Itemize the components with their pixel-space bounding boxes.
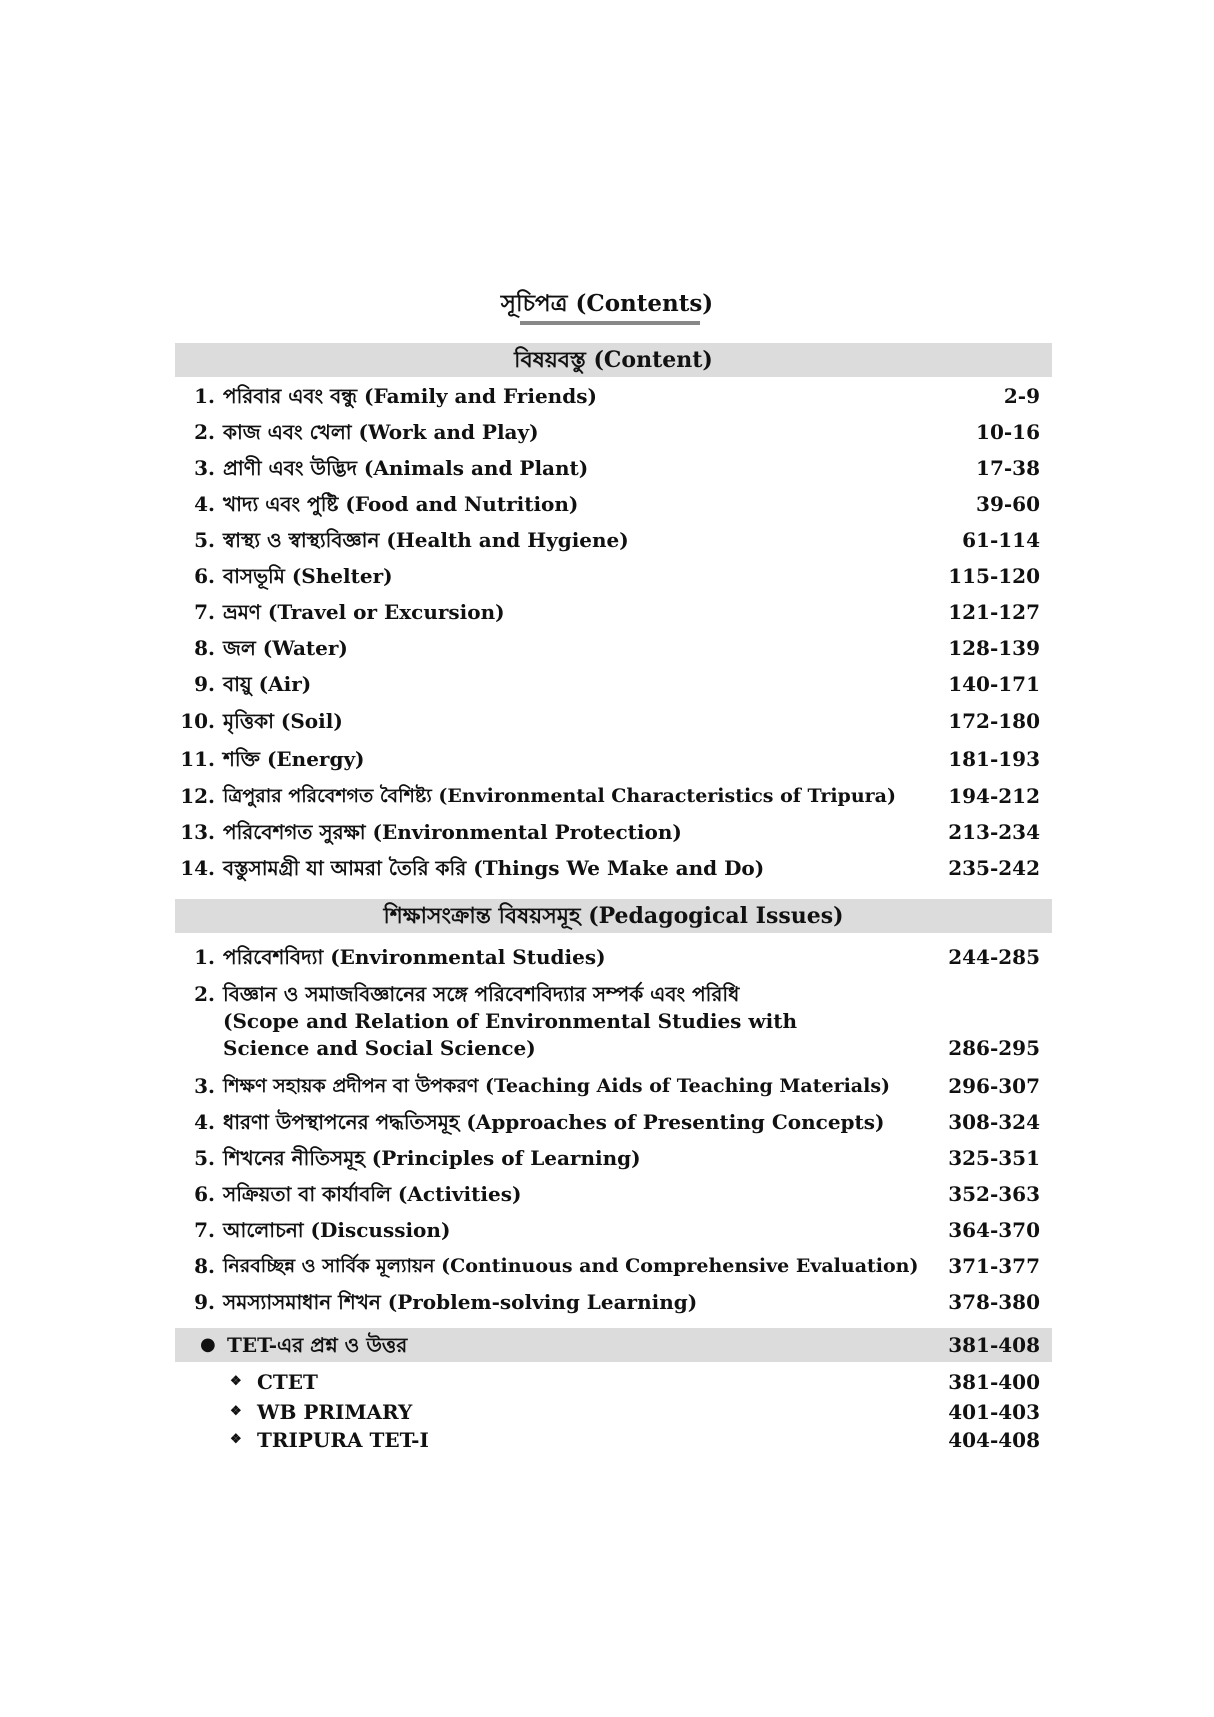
entry-pages: 61-114 (962, 528, 1040, 552)
entry-number: 5. (194, 1146, 215, 1170)
subentry-title: WB PRIMARY (257, 1400, 413, 1424)
entry-title: শিখনের নীতিসমূহ (Principles of Learning) (223, 1146, 641, 1170)
entry-pages: 17-38 (976, 456, 1040, 480)
tet-subentry[interactable] (175, 1426, 1040, 1454)
entry-pages: 39-60 (976, 492, 1040, 516)
entry-number: 10. (180, 709, 215, 733)
tet-section-heading[interactable] (175, 1328, 1052, 1362)
entry-pages: 244-285 (948, 945, 1040, 969)
entry-number: 8. (194, 636, 215, 660)
entry-number: 12. (180, 784, 215, 808)
toc-entry[interactable] (175, 380, 1040, 412)
entry-pages: 2-9 (1003, 384, 1040, 408)
entry-title: শক্তি (Energy) (223, 747, 365, 771)
entry-pages: 213-234 (948, 820, 1040, 844)
diamond-bullet-icon: ❖ (230, 1374, 242, 1389)
entry-number: 11. (180, 747, 215, 771)
entry-pages: 194-212 (948, 784, 1040, 808)
toc-entry-multiline[interactable] (175, 981, 1040, 1063)
entry-pages: 115-120 (948, 564, 1040, 588)
entry-title: বস্তুসামগ্রী যা আমরা তৈরি করি (Things We Make and Do) (223, 856, 765, 880)
toc-entry[interactable] (175, 596, 1040, 628)
subentry-title: TRIPURA TET-I (257, 1428, 429, 1452)
entry-title-line-1: বিজ্ঞান ও সমাজবিজ্ঞানের সঙ্গে পরিবেশবিদ্যার সম্পর্ক এবং পরিধি (223, 982, 740, 1006)
toc-entry[interactable] (175, 1214, 1040, 1246)
entry-pages: 286-295 (948, 1036, 1040, 1060)
toc-entry[interactable] (175, 1106, 1040, 1138)
entry-title-line-3: Science and Social Science) (223, 1036, 536, 1060)
entry-pages: 172-180 (948, 709, 1040, 733)
subentry-pages: 404-408 (948, 1428, 1040, 1452)
diamond-bullet-icon: ❖ (230, 1404, 242, 1419)
bullet-icon: ● (200, 1334, 216, 1355)
content-section-heading (175, 343, 1052, 377)
toc-entry[interactable] (175, 416, 1040, 448)
entry-title: পরিবেশগত সুরক্ষা (Environmental Protection) (223, 820, 682, 844)
tet-title: TET-এর প্রশ্ন ও উত্তর (227, 1333, 408, 1357)
entry-number: 4. (194, 1110, 215, 1134)
entry-number: 3. (194, 456, 215, 480)
entry-number: 14. (180, 856, 215, 880)
toc-entry[interactable] (175, 632, 1040, 664)
entry-number: 1. (194, 945, 215, 969)
entry-number: 9. (194, 672, 215, 696)
entry-title: প্রাণী এবং উদ্ভিদ (Animals and Plant) (223, 456, 589, 480)
entry-pages: 128-139 (948, 636, 1040, 660)
tet-pages: 381-408 (948, 1333, 1040, 1357)
toc-entry[interactable] (175, 1142, 1040, 1174)
entry-title: শিক্ষণ সহায়ক প্রদীপন বা উপকরণ (Teaching Aids of Teaching Materials) (223, 1075, 891, 1097)
toc-entry[interactable] (175, 743, 1040, 775)
entry-title: কাজ এবং খেলা (Work and Play) (223, 420, 539, 444)
entry-pages: 296-307 (948, 1074, 1040, 1098)
entry-title-line-2: (Scope and Relation of Environmental Studies with (223, 1009, 797, 1033)
toc-entry[interactable] (175, 668, 1040, 700)
entry-title: নিরবচ্ছিন্ন ও সার্বিক মূল্যায়ন (Continuous and Comprehensive Evaluation) (223, 1255, 919, 1277)
entry-title: মৃত্তিকা (Soil) (223, 709, 343, 733)
entry-pages: 371-377 (948, 1254, 1040, 1278)
toc-entry[interactable] (175, 1178, 1040, 1210)
entry-number: 1. (194, 384, 215, 408)
entry-pages: 378-380 (948, 1290, 1040, 1314)
entry-title: পরিবার এবং বন্ধু (Family and Friends) (223, 384, 597, 408)
toc-entry[interactable] (175, 705, 1040, 737)
toc-entry[interactable] (175, 780, 1040, 812)
entry-pages: 352-363 (948, 1182, 1040, 1206)
entry-title: বাসভূমি (Shelter) (223, 564, 393, 588)
entry-number: 3. (194, 1074, 215, 1098)
toc-entry[interactable] (175, 452, 1040, 484)
diamond-bullet-icon: ❖ (230, 1432, 242, 1447)
entry-pages: 10-16 (976, 420, 1040, 444)
content-section-label: বিষয়বস্তু (Content) (514, 347, 713, 373)
entry-pages: 121-127 (948, 600, 1040, 624)
entry-number: 2. (194, 982, 215, 1006)
title-underline (520, 321, 700, 325)
entry-pages: 325-351 (948, 1146, 1040, 1170)
pedagogy-section-heading (175, 899, 1052, 933)
entry-pages: 235-242 (948, 856, 1040, 880)
entry-title: ধারণা উপস্থাপনের পদ্ধতিসমূহ (Approaches of Presenting Concepts) (223, 1110, 885, 1134)
toc-entry[interactable] (175, 524, 1040, 556)
entry-number: 6. (194, 1182, 215, 1206)
entry-title: বায়ু (Air) (223, 672, 312, 696)
tet-subentry[interactable] (175, 1368, 1040, 1396)
entry-title: ভ্রমণ (Travel or Excursion) (223, 600, 505, 624)
entry-title: আলোচনা (Discussion) (223, 1218, 451, 1242)
entry-pages: 364-370 (948, 1218, 1040, 1242)
entry-number: 4. (194, 492, 215, 516)
entry-number: 8. (194, 1254, 215, 1278)
entry-title: জল (Water) (223, 636, 348, 660)
toc-entry[interactable] (175, 1250, 1040, 1282)
entry-title: সমস্যাসমাধান শিখন (Problem-solving Learning) (223, 1290, 698, 1314)
entry-pages: 181-193 (948, 747, 1040, 771)
pedagogy-section-label: শিক্ষাসংক্রান্ত বিষয়সমূহ (Pedagogical Issues) (383, 903, 844, 929)
entry-number: 13. (180, 820, 215, 844)
tet-subentry[interactable] (175, 1398, 1040, 1426)
entry-title: ত্রিপুরার পরিবেশগত বৈশিষ্ট্য (Environmental Characteristics of Tripura) (223, 785, 896, 807)
toc-entry[interactable] (175, 1286, 1040, 1318)
toc-entry[interactable] (175, 1070, 1040, 1102)
entry-pages: 140-171 (948, 672, 1040, 696)
page-title: সূচিপত্র (Contents) (500, 290, 714, 317)
subentry-pages: 401-403 (948, 1400, 1040, 1424)
entry-title: সক্রিয়তা বা কার্যাবলি (Activities) (223, 1182, 522, 1206)
toc-entry[interactable] (175, 488, 1040, 520)
subentry-pages: 381-400 (948, 1370, 1040, 1394)
entry-number: 2. (194, 420, 215, 444)
entry-title: খাদ্য এবং পুষ্টি (Food and Nutrition) (223, 492, 579, 516)
entry-number: 9. (194, 1290, 215, 1314)
entry-title: স্বাস্থ্য ও স্বাস্থ্যবিজ্ঞান (Health and Hygiene) (223, 528, 629, 552)
entry-number: 7. (194, 600, 215, 624)
toc-entry[interactable] (175, 560, 1040, 592)
subentry-title: CTET (257, 1370, 318, 1394)
entry-number: 5. (194, 528, 215, 552)
toc-entry[interactable] (175, 941, 1040, 973)
toc-entry[interactable] (175, 816, 1040, 848)
entry-number: 6. (194, 564, 215, 588)
entry-pages: 308-324 (948, 1110, 1040, 1134)
entry-number: 7. (194, 1218, 215, 1242)
entry-title: পরিবেশবিদ্যা (Environmental Studies) (223, 945, 606, 969)
toc-entry[interactable] (175, 852, 1040, 884)
